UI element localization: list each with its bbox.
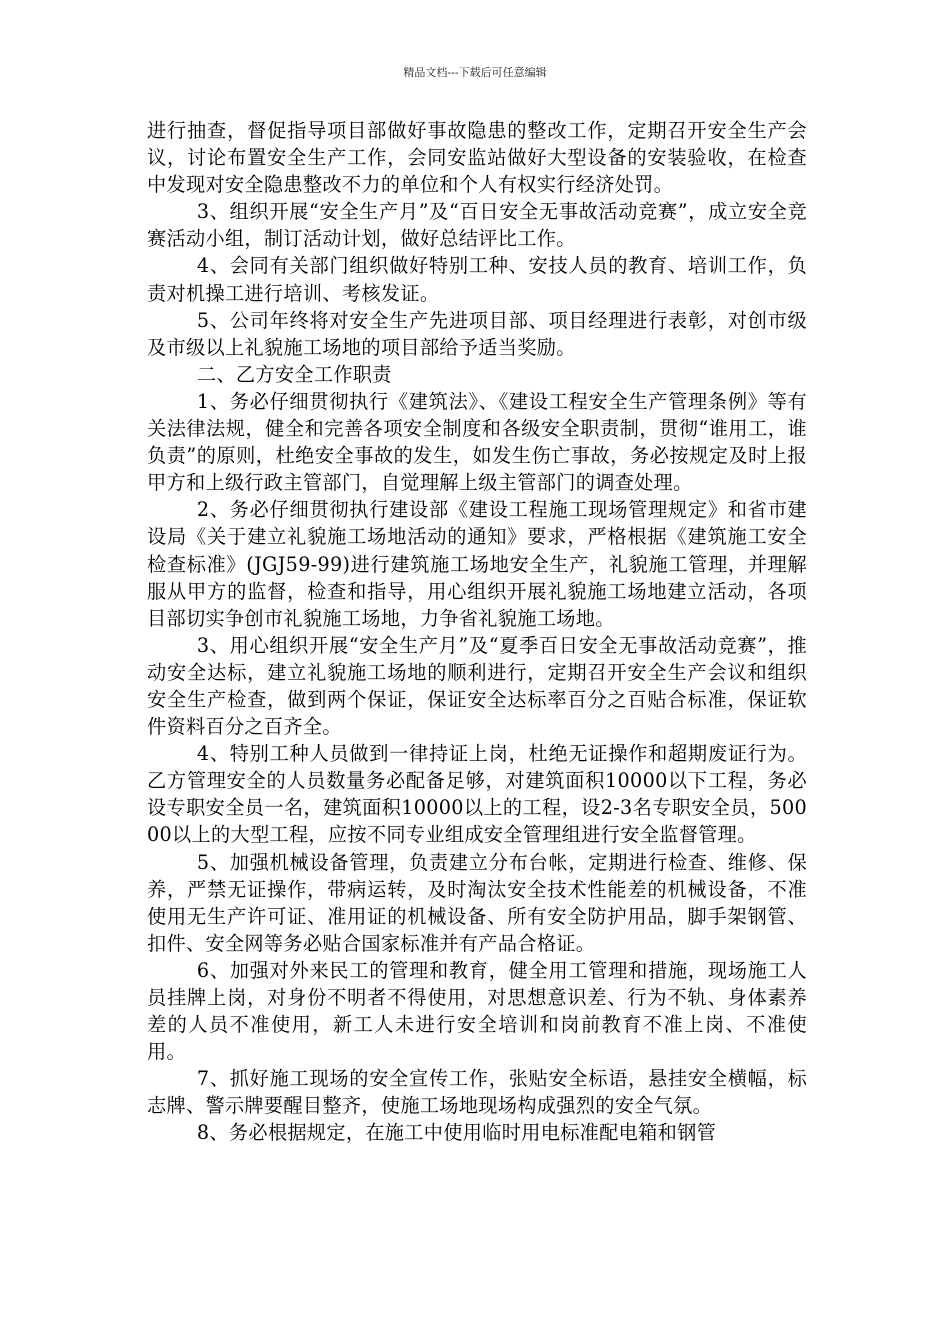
page-header: 精品文档---下载后可任意编辑 bbox=[403, 66, 547, 79]
paragraph-10: 6、加强对外来民工的管理和教育，健全用工管理和措施，现场施工人员挂牌上岗，对身份不明者不得使用，对思想意识差、行为不轨、身体素养差的人员不准使用，新工人未进行安全培训和岗前教育不准上岗、不准使用。 bbox=[147, 958, 807, 1064]
paragraph-2: 3、组织开展“安全生产月”及“百日安全无事故活动竞赛”，成立安全竞赛活动小组，制订活动计划，做好总结评比工作。 bbox=[147, 200, 807, 251]
document-body bbox=[147, 117, 807, 1147]
paragraph-5: 1、务必仔细贯彻执行《建筑法》、《建设工程安全生产管理条例》等有关法律法规，健全和完善各项安全制度和各级安全职责制，贯彻“谁用工，谁负责”的原则，杜绝安全事故的发生，如发生伤亡事故，务必按规定及时上报甲方和上级行政主管部门，自觉理解上级主管部门的调查处理。 bbox=[147, 389, 807, 495]
section-heading: 二、乙方安全工作职责 bbox=[196, 362, 392, 386]
paragraph-8: 4、特别工种人员做到一律持证上岗，杜绝无证操作和超期废证行为。乙方管理安全的人员数量务必配备足够，对建筑面积10000以下工程，务必设专职安全员一名，建筑面积10000以上的工程，设2-3名专职安全员，50000以上的大型工程，应按不同专业组成安全管理组进行安全监督管理。 bbox=[147, 742, 807, 847]
paragraph-3: 4、会同有关部门组织做好特别工种、安技人员的教育、培训工作，负责对机操工进行培训、考核发证。 bbox=[147, 254, 807, 305]
paragraph-4: 5、公司年终将对安全生产先进项目部、项目经理进行表彰，对创市级及市级以上礼貌施工场地的项目部给予适当奖励。 bbox=[147, 308, 807, 359]
paragraph-9: 5、加强机械设备管理，负责建立分布台帐，定期进行检查、维修、保养，严禁无证操作，带病运转，及时淘汰安全技术性能差的机械设备，不准使用无生产许可证、准用证的机械设备、所有安全防护用品，脚手架钢管、扣件、安全网等务必贴合国家标准并有产品合格证。 bbox=[147, 850, 807, 955]
paragraph-7: 3、用心组织开展“安全生产月”及“夏季百日安全无事故活动竞赛”，推动安全达标，建立礼貌施工场地的顺利进行，定期召开安全生产会议和组织安全生产检查，做到两个保证，保证安全达标率百分之百贴合标准，保证软件资料百分之百齐全。 bbox=[147, 633, 807, 739]
paragraph-12: 8、务必根据规定，在施工中使用临时用电标准配电箱和钢管 bbox=[196, 1121, 717, 1145]
paragraph-1: 进行抽查，督促指导项目部做好事故隐患的整改工作，定期召开安全生产会议，讨论布置安全生产工作，会同安监站做好大型设备的安装验收，在检查中发现对安全隐患整改不力的单位和个人有权实行经济处罚。 bbox=[147, 119, 807, 197]
paragraph-6: 2、务必仔细贯彻执行建设部《建设工程施工现场管理规定》和省市建设局《关于建立礼貌施工场地活动的通知》要求，严格根据《建筑施工安全检查标准》(JGJ59-99)进行建筑施工场地安全生产，礼貌施工管理，并理解服从甲方的监督，检查和指导，用心组织开展礼貌施工场地建立活动，各项目部切实争创市礼貌施工场地，力争省礼貌施工场地。 bbox=[147, 498, 807, 630]
paragraph-11: 7、抓好施工现场的安全宣传工作，张贴安全标语，悬挂安全横幅，标志牌、警示牌要醒目整齐，使施工场地现场构成强烈的安全气氛。 bbox=[147, 1067, 807, 1118]
